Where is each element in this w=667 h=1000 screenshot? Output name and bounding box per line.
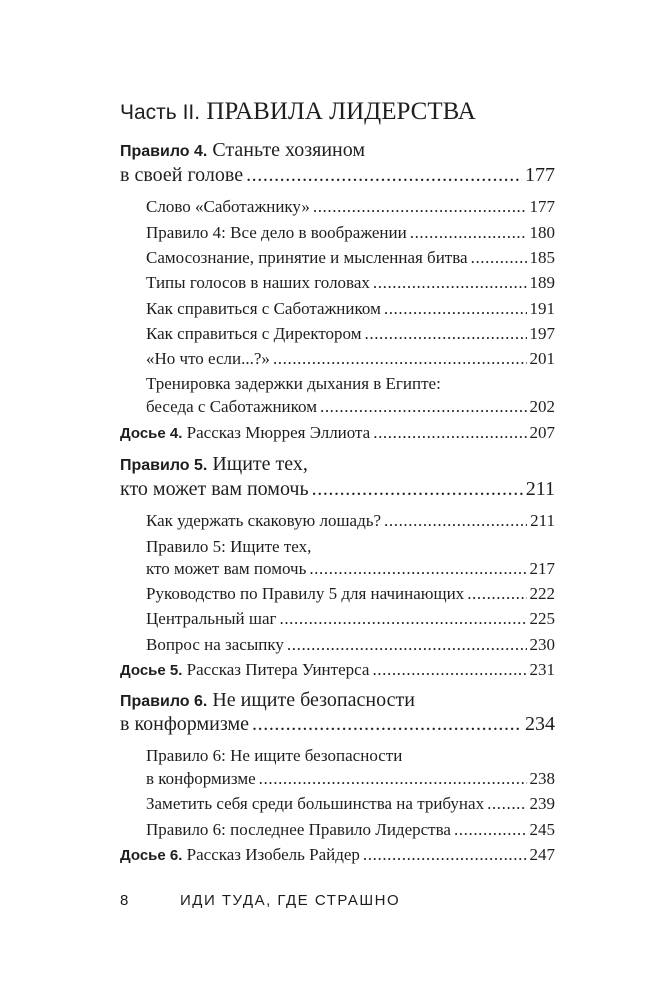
toc-item[interactable] (146, 298, 555, 319)
page-number: 197 (529, 324, 555, 343)
rule-heading-line1 (120, 690, 415, 712)
running-title: ИДИ ТУДА, ГДЕ СТРАШНО (180, 892, 401, 909)
leader-dots (287, 634, 527, 655)
toc-item-title: Слово «Саботажнику» (146, 197, 310, 216)
toc-item-title: Как удержать скаковую лошадь? (146, 511, 382, 530)
toc-item-title: Правило 5: Ищите тех, (146, 537, 312, 556)
toc-item[interactable] (146, 272, 555, 293)
rule-heading-line1 (120, 140, 365, 162)
leader-dots (410, 222, 527, 243)
toc-item[interactable] (146, 510, 555, 531)
toc-item-title: Заметить себя среди большинства на трибунах (146, 794, 485, 813)
page-number: 202 (529, 397, 555, 416)
toc-item-title-cont: кто может вам помочь (146, 559, 307, 578)
page-number: 191 (529, 299, 555, 318)
toc-item[interactable] (146, 819, 555, 840)
page-number: 238 (529, 769, 555, 788)
leader-dots (246, 165, 522, 186)
toc-item-title: Правило 6: последнее Правило Лидерства (146, 820, 451, 839)
footer-page-number: 8 (120, 892, 130, 909)
dossier-label: Досье 6. (120, 847, 183, 864)
dossier-entry[interactable] (120, 422, 555, 444)
part-name: ПРАВИЛА ЛИДЕРСТВА (206, 98, 476, 125)
rule-heading-line2[interactable] (120, 479, 555, 500)
toc-item[interactable] (146, 323, 555, 344)
toc-item-title: Правило 4: Все дело в воображении (146, 223, 407, 242)
dossier-title: Рассказ Питера Уинтерса (186, 660, 370, 679)
toc-item-line1 (146, 536, 311, 557)
rule-heading-line2[interactable] (120, 714, 555, 735)
leader-dots (373, 272, 527, 293)
toc-item-line1 (146, 373, 441, 394)
page-number: 211 (530, 511, 555, 530)
page-number: 180 (529, 223, 555, 242)
page-number: 177 (525, 164, 555, 186)
page-number: 247 (529, 845, 555, 864)
toc-item[interactable] (146, 396, 555, 417)
leader-dots (372, 659, 526, 680)
leader-dots (384, 510, 527, 531)
toc-item-title: Центральный шаг (146, 609, 277, 628)
page-number: 222 (529, 584, 555, 603)
page-number: 230 (529, 635, 555, 654)
toc-item-title: Правило 6: Не ищите безопасности (146, 746, 403, 765)
leader-dots (313, 196, 527, 217)
part-title (120, 98, 476, 126)
toc-item[interactable] (146, 558, 555, 579)
toc-item-title: Руководство по Правилу 5 для начинающих (146, 584, 465, 603)
rule-label: Правило 5. (120, 457, 208, 474)
toc-item-title: Типы голосов в наших головах (146, 273, 370, 292)
toc-item-title: Как справиться с Саботажником (146, 299, 381, 318)
rule-title: Ищите тех, (212, 453, 308, 475)
toc-item[interactable] (146, 608, 555, 629)
toc-item[interactable] (146, 768, 555, 789)
toc-item-title-cont: в конформизме (146, 769, 256, 788)
toc-item[interactable] (146, 634, 555, 655)
page-number: 231 (529, 660, 555, 679)
toc-item[interactable] (146, 196, 555, 217)
leader-dots (273, 348, 527, 369)
toc-item[interactable] (146, 583, 555, 604)
leader-dots (471, 247, 527, 268)
leader-dots (309, 558, 526, 579)
page-number: 201 (529, 349, 555, 368)
leader-dots (467, 583, 526, 604)
toc-item-title-cont: беседа с Саботажником (146, 397, 317, 416)
page-footer (120, 892, 555, 909)
page-number: 225 (529, 609, 555, 628)
leader-dots (454, 819, 527, 840)
rule-heading-line2[interactable] (120, 165, 555, 186)
leader-dots (252, 714, 522, 735)
leader-dots (312, 479, 523, 500)
page-number: 245 (529, 820, 555, 839)
toc-item[interactable] (146, 247, 555, 268)
toc-item-line1 (146, 745, 402, 766)
dossier-title: Рассказ Изобель Райдер (186, 845, 360, 864)
rule-title: Не ищите безопасности (212, 689, 415, 711)
part-label: Часть II. (120, 101, 201, 124)
leader-dots (373, 422, 526, 443)
dossier-label: Досье 4. (120, 425, 183, 442)
leader-dots (320, 396, 527, 417)
page-number: 207 (529, 423, 555, 442)
leader-dots (365, 323, 527, 344)
toc-item-title: Тренировка задержки дыхания в Египте: (146, 374, 441, 393)
dossier-entry[interactable] (120, 844, 555, 866)
leader-dots (384, 298, 527, 319)
page-number: 217 (529, 559, 555, 578)
page-number: 177 (529, 197, 555, 216)
rule-title-cont: в конформизме (120, 713, 250, 735)
page-number: 189 (529, 273, 555, 292)
toc-item[interactable] (146, 348, 555, 369)
dossier-entry[interactable] (120, 659, 555, 681)
rule-heading-line1 (120, 454, 308, 476)
leader-dots (279, 608, 526, 629)
toc-item[interactable] (146, 222, 555, 243)
rule-title-cont: кто может вам помочь (120, 478, 309, 500)
toc-item-title: «Но что если...?» (146, 349, 270, 368)
toc-item-title: Как справиться с Директором (146, 324, 362, 343)
toc-item-title: Вопрос на засыпку (146, 635, 284, 654)
leader-dots (363, 844, 527, 865)
toc-item-title: Самосознание, принятие и мысленная битва (146, 248, 468, 267)
page-number: 239 (529, 794, 555, 813)
rule-title-cont: в своей голове (120, 164, 244, 186)
rule-label: Правило 6. (120, 693, 208, 710)
leader-dots (259, 768, 527, 789)
dossier-label: Досье 5. (120, 662, 183, 679)
page-number: 234 (525, 713, 555, 735)
toc-item[interactable] (146, 793, 555, 814)
dossier-title: Рассказ Мюррея Эллиота (186, 423, 371, 442)
rule-title: Станьте хозяином (212, 139, 365, 161)
rule-label: Правило 4. (120, 143, 208, 160)
leader-dots (487, 793, 526, 814)
page-number: 211 (525, 478, 555, 500)
page-number: 185 (529, 248, 555, 267)
